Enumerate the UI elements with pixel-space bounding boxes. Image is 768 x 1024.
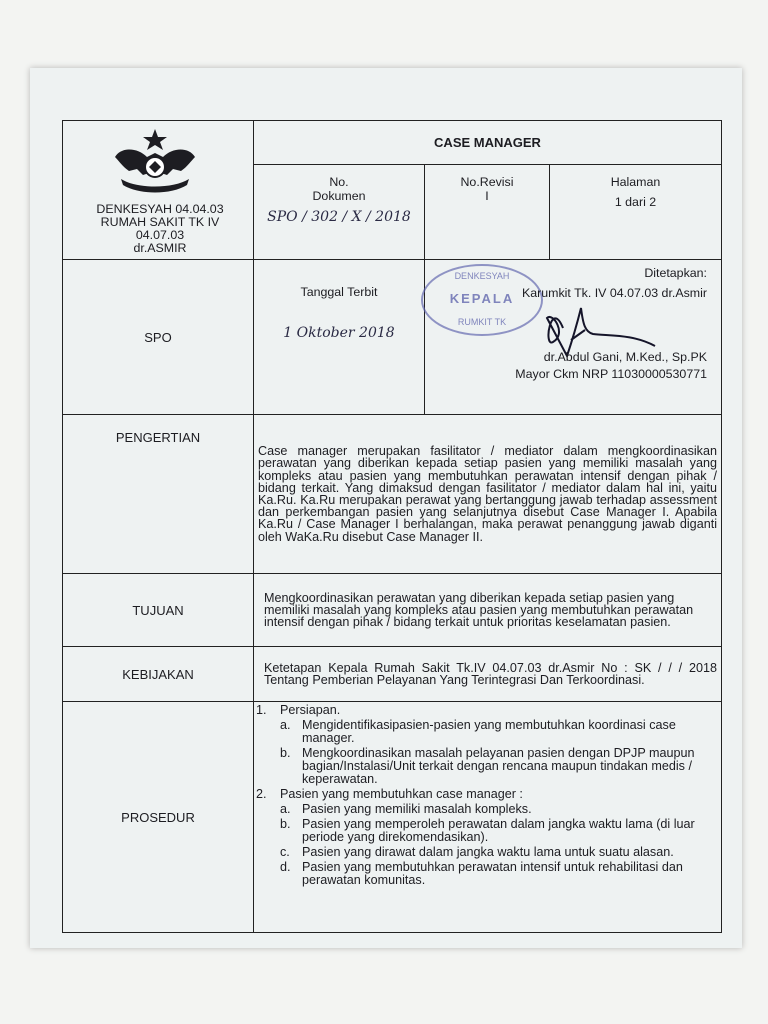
institution-name bbox=[75, 203, 245, 255]
issue-date-cell bbox=[254, 260, 425, 415]
item-letter: d. bbox=[280, 860, 291, 874]
revision-cell bbox=[425, 164, 550, 259]
item-text: Pasien yang membutuhkan perawatan intensif untuk rehabilitasi dan perawatan komunitas. bbox=[302, 860, 683, 887]
item-letter: a. bbox=[280, 802, 291, 816]
spo-label: SPO bbox=[63, 260, 254, 415]
spo-document-table bbox=[62, 120, 722, 933]
item-text: Pasien yang dirawat dalam jangka waktu lama untuk suatu alasan. bbox=[302, 845, 674, 859]
issue-date-label: Tanggal Terbit bbox=[300, 285, 378, 299]
page-title: CASE MANAGER bbox=[254, 121, 722, 165]
revision-label: No.Revisi bbox=[460, 174, 514, 189]
item-letter: c. bbox=[280, 845, 290, 859]
page-value: 1 dari 2 bbox=[614, 194, 657, 209]
tujuan-text: Mengkoordinasikan perawatan yang diberikan kepada setiap pasien yang memiliki masalah yang kompleks atau pasien yang membutuhkan perawatan intensif dengan pihak / bidang terkait untuk prioritas keselamatan pasien. bbox=[254, 574, 722, 647]
prosedur-label: PROSEDUR bbox=[63, 702, 254, 933]
institution-line-3: 04.07.03 bbox=[135, 228, 185, 242]
item-text: Mengkoordinasikan masalah pelayanan pasien dengan DPJP maupun bagian/Instalasi/Unit terkait dengan rencana maupun tindakan medis / keperawatan. bbox=[302, 746, 695, 786]
item-letter: b. bbox=[280, 746, 291, 760]
item-letter: b. bbox=[280, 817, 291, 831]
doc-number-cell bbox=[254, 164, 425, 259]
prosedur-section-1 bbox=[256, 704, 717, 717]
item-text: Pasien yang memperoleh perawatan dalam jangka waktu lama (di luar periode yang direkomendasikan). bbox=[302, 817, 695, 844]
pengertian-text: Case manager merupakan fasilitator / mediator dalam mengkoordinasikan perawatan yang diberikan kepada setiap pasien yang memiliki masalah yang kompleks atau pasien yang membutuhkan perawatan intensif dengan pihak / bidang terkait. Yang dimaksud dengan fasilitator / mediator dalam hal ini, yaitu Ka.Ru. Ka.Ru merupakan perawat yang bertanggung jawab terhadap assessment dan perkembangan pasien yang selanjutnya disebut Case Manager I. Apabila Ka.Ru / Case Manager I berhalangan, maka perawat penanggung jawab diganti oleh WaKa.Ru disebut Case Manager II. bbox=[254, 415, 722, 574]
section-title: Pasien yang membutuhkan case manager : bbox=[280, 787, 523, 801]
item-text: Mengidentifikasipasien-pasien yang membutuhkan koordinasi case manager. bbox=[302, 718, 676, 745]
revision-value: I bbox=[485, 188, 489, 203]
section-number: 2. bbox=[256, 787, 267, 801]
stamp-text-middle: KEPALA bbox=[449, 291, 515, 306]
issue-date-value: 1 Oktober 2018 bbox=[283, 325, 395, 341]
list-item bbox=[280, 846, 717, 859]
stamp-text-bottom: RUMKIT TK bbox=[457, 317, 507, 327]
doc-number-label-2: Dokumen bbox=[312, 188, 366, 203]
list-item bbox=[280, 803, 717, 816]
list-item bbox=[280, 818, 717, 844]
item-text: Pasien yang memiliki masalah kompleks. bbox=[302, 802, 532, 816]
institution-line-4: dr.ASMIR bbox=[133, 241, 187, 255]
doc-number-value: SPO / 302 / X / 2018 bbox=[267, 208, 411, 225]
list-item bbox=[280, 747, 717, 786]
section-number: 1. bbox=[256, 703, 267, 717]
eagle-star-emblem-icon bbox=[107, 127, 203, 204]
list-item bbox=[280, 861, 717, 887]
signer-name: dr.Abdul Gani, M.Ked., Sp.PK bbox=[543, 350, 707, 364]
pengertian-label: PENGERTIAN bbox=[63, 415, 254, 574]
set-label: Ditetapkan: bbox=[644, 266, 707, 280]
kebijakan-label: KEBIJAKAN bbox=[63, 647, 254, 702]
institution-line-2: RUMAH SAKIT TK IV bbox=[100, 215, 220, 229]
institution-line-1: DENKESYAH 04.04.03 bbox=[96, 202, 224, 216]
page-cell bbox=[550, 164, 722, 259]
section-title: Persiapan. bbox=[280, 703, 341, 717]
page-label: Halaman bbox=[610, 174, 661, 189]
signer-rank: Mayor Ckm NRP 11030000530771 bbox=[515, 367, 707, 381]
institution-cell bbox=[63, 121, 254, 260]
kebijakan-text: Ketetapan Kepala Rumah Sakit Tk.IV 04.07.03 dr.Asmir No : SK / / / 2018 Tentang Pemberian Pelayanan Yang Terintegrasi Dan Terkoordinasi. bbox=[254, 647, 722, 702]
set-by: Karumkit Tk. IV 04.07.03 dr.Asmir bbox=[521, 286, 707, 300]
prosedur-list bbox=[254, 702, 722, 933]
doc-number-label-1: No. bbox=[329, 174, 349, 189]
approval-cell bbox=[425, 260, 722, 415]
stamp-text-top: DENKESYAH bbox=[454, 271, 510, 281]
list-item bbox=[280, 719, 717, 745]
item-letter: a. bbox=[280, 718, 291, 732]
tujuan-label: TUJUAN bbox=[63, 574, 254, 647]
prosedur-section-2 bbox=[256, 788, 717, 801]
